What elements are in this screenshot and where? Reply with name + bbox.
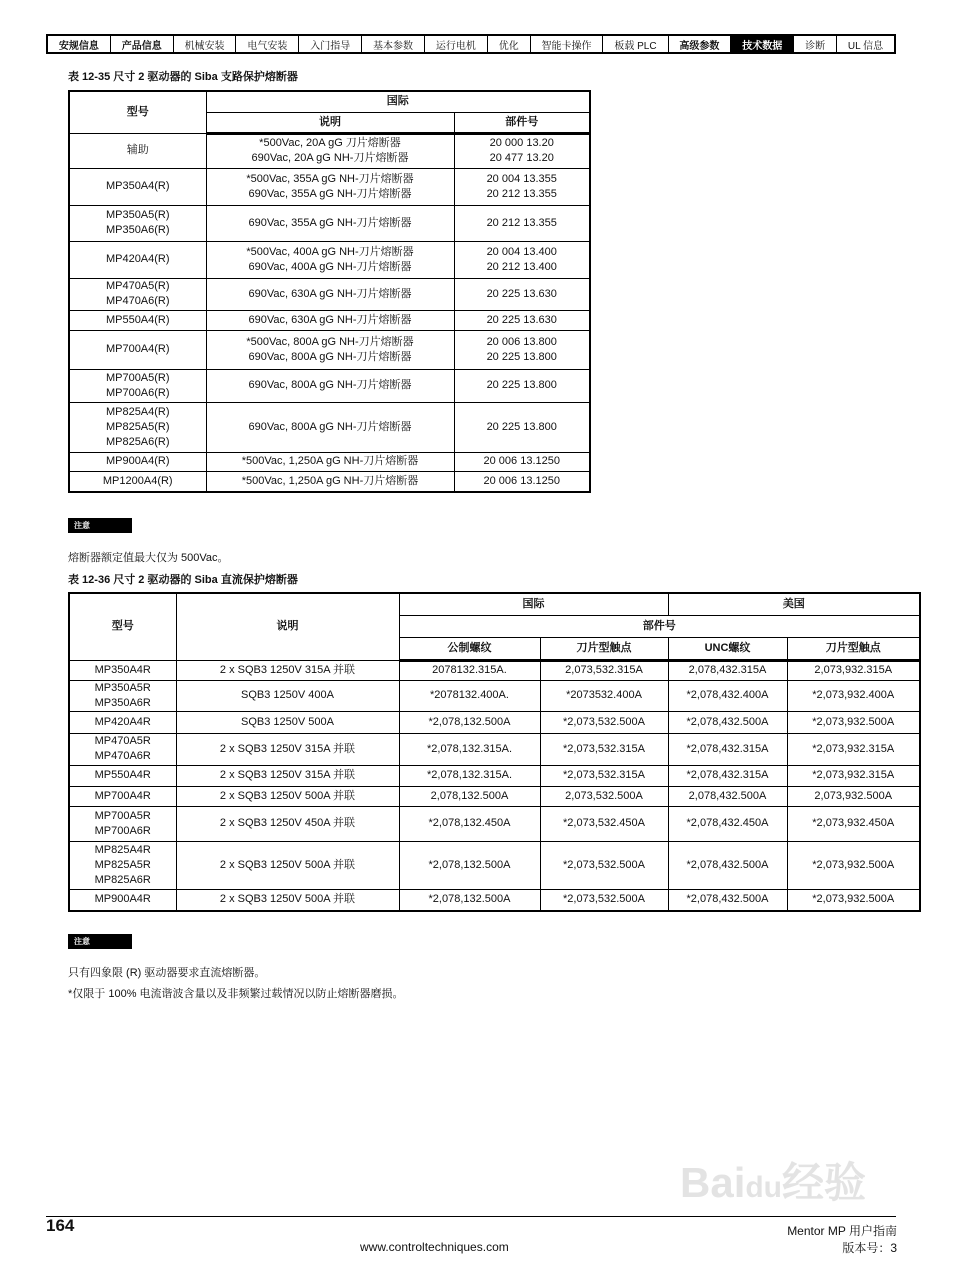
footer-divider — [46, 1216, 896, 1217]
cell-part-number: 2,078,132.500A — [399, 786, 540, 806]
cell-desc: 690Vac, 355A gG NH-刀片熔断器 — [206, 205, 454, 241]
cell-part-number: *2,073,932.500A — [787, 841, 920, 889]
cell-desc: 2 x SQB3 1250V 500A 并联 — [176, 889, 399, 911]
cell-desc: 690Vac, 800A gG NH-刀片熔断器 — [206, 369, 454, 402]
cell-model: MP900A4(R) — [69, 452, 206, 471]
cell-model: MP350A4(R) — [69, 168, 206, 205]
cell-part-number: *2,073,532.315A — [540, 733, 668, 765]
cell-part: 20 225 13.630 — [454, 278, 590, 310]
col-header-model: 型号 — [69, 91, 206, 133]
cell-model: MP550A4(R) — [69, 310, 206, 330]
table-12-36-caption: 表 12-36 尺寸 2 驱动器的 Siba 直流保护熔断器 — [68, 574, 298, 586]
table-row — [69, 660, 920, 680]
cell-part-number: *2,073,532.500A — [540, 841, 668, 889]
cell-model: MP700A5R MP700A6R — [69, 806, 176, 841]
cell-model: 辅助 — [69, 133, 206, 168]
cell-part-number: *2,073,932.315A — [787, 765, 920, 786]
cell-desc: 2 x SQB3 1250V 315A 并联 — [176, 765, 399, 786]
cell-model: MP350A5(R) MP350A6(R) — [69, 205, 206, 241]
col-header-desc: 说明 — [176, 593, 399, 660]
cell-model: MP700A5(R) MP700A6(R) — [69, 369, 206, 402]
section-nav-bar — [46, 34, 896, 54]
cell-part: 20 225 13.800 — [454, 369, 590, 402]
cell-part-number: *2,073,932.500A — [787, 711, 920, 733]
note-text: 熔断器额定值最大仅为 500Vac。 — [68, 552, 229, 564]
cell-desc: SQB3 1250V 500A — [176, 711, 399, 733]
col-header-model: 型号 — [69, 593, 176, 660]
cell-desc: 2 x SQB3 1250V 500A 并联 — [176, 786, 399, 806]
cell-model: MP825A4R MP825A5R MP825A6R — [69, 841, 176, 889]
table-row — [69, 310, 590, 330]
table-12-36 — [68, 592, 921, 912]
nav-tab-1[interactable]: 产品信息 — [111, 36, 174, 52]
col-header-us: 美国 — [668, 593, 920, 615]
cell-part-number: *2,078,132.500A — [399, 841, 540, 889]
cell-part: 20 212 13.355 — [454, 205, 590, 241]
table-row — [69, 889, 920, 911]
table-row — [69, 241, 590, 278]
col-header-part: 部件号 — [454, 112, 590, 133]
table-12-35-caption: 表 12-35 尺寸 2 驱动器的 Siba 支路保护熔断器 — [68, 71, 298, 83]
cell-desc: 2 x SQB3 1250V 315A 并联 — [176, 733, 399, 765]
cell-desc: 2 x SQB3 1250V 315A 并联 — [176, 660, 399, 680]
cell-part-number: 2,073,932.315A — [787, 660, 920, 680]
col-header-desc: 说明 — [206, 112, 454, 133]
table-row — [69, 680, 920, 711]
version-number: 版本号：3 — [842, 1241, 897, 1255]
cell-model: MP420A4(R) — [69, 241, 206, 278]
table-row — [69, 278, 590, 310]
col-header-blade-us: 刀片型触点 — [787, 637, 920, 660]
cell-part-number: *2,073,532.500A — [540, 711, 668, 733]
cell-part-number: *2,078,432.500A — [668, 711, 787, 733]
cell-part: 20 225 13.630 — [454, 310, 590, 330]
cell-model: MP350A4R — [69, 660, 176, 680]
cell-part-number: 2,078,432.500A — [668, 786, 787, 806]
cell-desc: *500Vac, 1,250A gG NH-刀片熔断器 — [206, 452, 454, 471]
cell-part-number: *2073532.400A — [540, 680, 668, 711]
cell-part-number: *2,078,432.315A — [668, 765, 787, 786]
cell-desc: *500Vac, 20A gG 刀片熔断器 690Vac, 20A gG NH-刀片熔断器 — [206, 133, 454, 168]
col-header-metric: 公制螺纹 — [399, 637, 540, 660]
col-header-blade: 刀片型触点 — [540, 637, 668, 660]
cell-part: 20 006 13.800 20 225 13.800 — [454, 330, 590, 369]
table-row — [69, 330, 590, 369]
nav-tab-13[interactable]: UL 信息 — [847, 40, 884, 52]
table-row — [69, 369, 590, 402]
website-link[interactable]: www.controltechniques.com — [360, 1240, 509, 1254]
table-row — [69, 711, 920, 733]
cell-part: 20 006 13.1250 — [454, 471, 590, 492]
page-number: 164 — [46, 1216, 75, 1235]
guide-title: Mentor MP 用户指南 — [787, 1224, 897, 1238]
table-row — [69, 452, 590, 471]
cell-model: MP825A4(R) MP825A5(R) MP825A6(R) — [69, 402, 206, 452]
cell-model: MP900A4R — [69, 889, 176, 911]
cell-part-number: *2,073,532.450A — [540, 806, 668, 841]
cell-desc: 690Vac, 630A gG NH-刀片熔断器 — [206, 310, 454, 330]
cell-part-number: *2,073,932.450A — [787, 806, 920, 841]
cell-desc: 690Vac, 630A gG NH-刀片熔断器 — [206, 278, 454, 310]
nav-tab-5[interactable]: 基本参数 — [362, 36, 425, 52]
table-12-35 — [68, 90, 591, 493]
nav-tab-11[interactable]: 技术数据 — [731, 36, 794, 52]
cell-desc: *500Vac, 355A gG NH-刀片熔断器 690Vac, 355A gG NH-刀片熔断器 — [206, 168, 454, 205]
table-row — [69, 786, 920, 806]
cell-part-number: *2,078,432.400A — [668, 680, 787, 711]
cell-part-number: 2,078,432.315A — [668, 660, 787, 680]
cell-desc: *500Vac, 400A gG NH-刀片熔断器 690Vac, 400A gG NH-刀片熔断器 — [206, 241, 454, 278]
nav-tab-4[interactable]: 入门指导 — [299, 36, 362, 52]
cell-part-number: *2,078,132.450A — [399, 806, 540, 841]
table-row — [69, 471, 590, 492]
nav-tab-3[interactable]: 电气安装 — [236, 36, 299, 52]
cell-part: 20 004 13.355 20 212 13.355 — [454, 168, 590, 205]
cell-part-number: *2078132.400A. — [399, 680, 540, 711]
col-header-intl: 国际 — [206, 91, 590, 112]
cell-desc: 2 x SQB3 1250V 500A 并联 — [176, 841, 399, 889]
cell-model: MP470A5(R) MP470A6(R) — [69, 278, 206, 310]
cell-desc: SQB3 1250V 400A — [176, 680, 399, 711]
cell-part-number: *2,078,132.315A. — [399, 765, 540, 786]
cell-model: MP700A4(R) — [69, 330, 206, 369]
note-line: 只有四象限 (R) 驱动器要求直流熔断器。 — [68, 967, 266, 979]
cell-part-number: *2,073,932.400A — [787, 680, 920, 711]
cell-part-number: 2,073,532.500A — [540, 786, 668, 806]
cell-part-number: *2,078,432.500A — [668, 889, 787, 911]
cell-model: MP1200A4(R) — [69, 471, 206, 492]
note-label: 注意 — [68, 934, 132, 949]
cell-part-number: *2,073,932.315A — [787, 733, 920, 765]
cell-model: MP470A5R MP470A6R — [69, 733, 176, 765]
col-header-unc: UNC螺纹 — [668, 637, 787, 660]
table-row — [69, 168, 590, 205]
cell-desc: 2 x SQB3 1250V 450A 并联 — [176, 806, 399, 841]
cell-part-number: *2,078,132.500A — [399, 889, 540, 911]
nav-tab-6[interactable]: 运行电机 — [425, 36, 488, 52]
cell-desc: 690Vac, 800A gG NH-刀片熔断器 — [206, 402, 454, 452]
table-row — [69, 205, 590, 241]
cell-part: 20 225 13.800 — [454, 402, 590, 452]
cell-model: MP350A5R MP350A6R — [69, 680, 176, 711]
cell-model: MP700A4R — [69, 786, 176, 806]
cell-part-number: *2,073,532.500A — [540, 889, 668, 911]
cell-model: MP550A4R — [69, 765, 176, 786]
cell-part-number: *2,078,132.315A. — [399, 733, 540, 765]
note-label: 注意 — [68, 518, 132, 533]
nav-tab-2[interactable]: 机械安装 — [174, 36, 237, 52]
cell-part: 20 006 13.1250 — [454, 452, 590, 471]
cell-part-number: *2,078,132.500A — [399, 711, 540, 733]
cell-model: MP420A4R — [69, 711, 176, 733]
col-header-intl: 国际 — [399, 593, 668, 615]
cell-part-number: *2,078,432.500A — [668, 841, 787, 889]
cell-part-number: 2078132.315A. — [399, 660, 540, 680]
cell-part-number: 2,073,532.315A — [540, 660, 668, 680]
cell-part-number: *2,073,932.500A — [787, 889, 920, 911]
col-header-part: 部件号 — [399, 615, 920, 637]
nav-tab-8[interactable]: 智能卡操作 — [531, 36, 604, 52]
table-row — [69, 133, 590, 168]
note-line: *仅限于 100% 电流谐波含量以及非频繁过载情况以防止熔断器磨损。 — [68, 988, 404, 1000]
cell-part: 20 000 13.20 20 477 13.20 — [454, 133, 590, 168]
table-row — [69, 733, 920, 765]
nav-tab-0[interactable]: 安规信息 — [48, 36, 111, 52]
cell-desc: *500Vac, 1,250A gG NH-刀片熔断器 — [206, 471, 454, 492]
cell-part-number: 2,073,932.500A — [787, 786, 920, 806]
table-row — [69, 402, 590, 452]
table-row — [69, 765, 920, 786]
table-row — [69, 841, 920, 889]
cell-part-number: *2,078,432.450A — [668, 806, 787, 841]
nav-tab-10[interactable]: 高级参数 — [669, 36, 732, 52]
cell-desc: *500Vac, 800A gG NH-刀片熔断器 690Vac, 800A gG NH-刀片熔断器 — [206, 330, 454, 369]
nav-tab-9[interactable]: 板载 PLC — [603, 36, 668, 52]
cell-part: 20 004 13.400 20 212 13.400 — [454, 241, 590, 278]
nav-tab-12[interactable]: 诊断 — [794, 36, 837, 52]
cell-part-number: *2,073,532.315A — [540, 765, 668, 786]
nav-tab-7[interactable]: 优化 — [488, 36, 531, 52]
table-row — [69, 806, 920, 841]
baidu-watermark-logo: Baidu经验 — [680, 1159, 867, 1206]
cell-part-number: *2,078,432.315A — [668, 733, 787, 765]
